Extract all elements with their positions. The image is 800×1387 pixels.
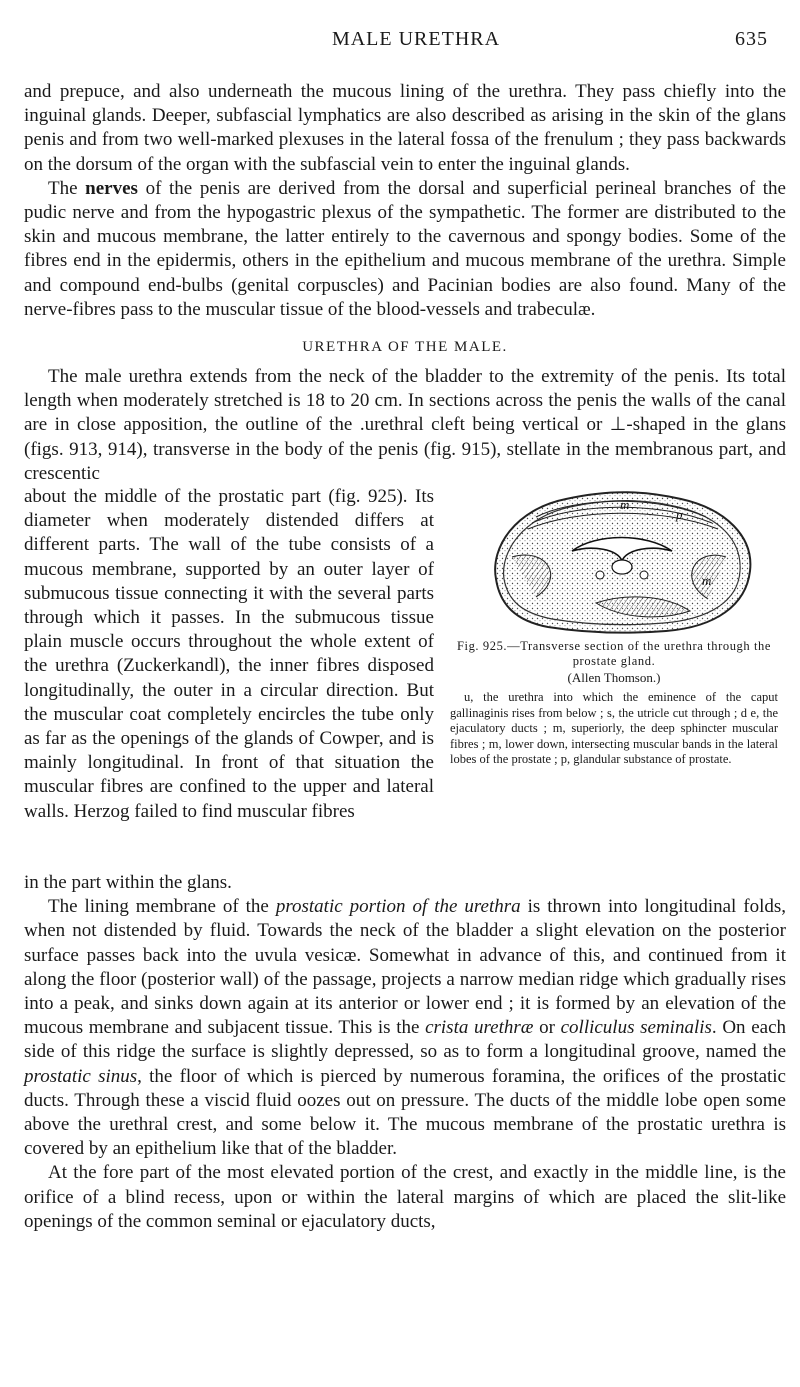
term-colliculus-seminalis: colliculus seminalis — [560, 1017, 712, 1039]
prostatic-mid3: . On each side of this ridge the surface is slightly depressed, so as to form a longitudinal groove, named the — [24, 1017, 787, 1063]
nerves-text: of the penis are derived from the dorsal and superficial perineal branches of the pudic nerve and from the hypogastric plexus of the sympathetic. The former are distributed to the skin and mucous membrane, the latter entirely to the cavernous and spongy bodies. Some of the fibres end in the epidermis, others in the epithelium and mucous membrane of the urethra. Simple and compound end-bulbs (genital corpuscles) and Pacinian bodies are also found. Many of the nerve-fibres pass to the muscular tissue of the blood-vessels and trabeculæ. — [24, 177, 786, 320]
urethra-intro-continued: about the middle of the prostatic part (fig. 925). Its diameter when moderately distended differs at different parts. The wall of the tube consists of a mucous membrane, supported by an outer layer of submucous tissue connecting it with the several parts through which it passes. In the submucous tissue plain muscle occurs throughout the whole extent of the urethra (Zuckerkandl), the inner fibres disposed longitudinally, the outer in a circular direction. But the muscular coat completely encircles the tube only as far as the openings of the glands of Cowper, and is mainly longitudinal. In front of that situation the muscular fibres are confined to the upper and lateral walls. Herzog failed to find muscular fibres — [24, 486, 434, 822]
page-number: 635 — [735, 28, 768, 50]
term-prostatic-portion: prostatic portion of the urethra — [275, 896, 521, 918]
running-head — [64, 28, 768, 58]
running-title: MALE URETHRA — [331, 28, 501, 50]
urethra-intro-end: in the part within the glans. — [24, 872, 232, 893]
nerves-lead: The — [48, 177, 86, 199]
label-m-lower: m — [702, 573, 712, 588]
urethra-intro-paragraph: The male urethra extends from the neck of the bladder to the extremity of the penis. Its total length when moderately stretched is 18 to 20 cm. In sections across the penis the walls of the canal are in close apposition, the outline of the .urethral cleft being vertical or ⊥-shaped in the glans (figs. 913, 914), transverse in the body of the penis (fig. 915), stellate in the membranous part, and crescentic — [24, 366, 786, 484]
figure-925 — [440, 487, 788, 887]
prostatic-portion-paragraph — [24, 895, 786, 1161]
figure-caption — [440, 639, 788, 768]
nerves-term: nerves — [85, 177, 138, 199]
term-prostatic-sinus: prostatic sinus — [24, 1065, 138, 1087]
crest-orifice-paragraph: At the fore part of the most elevated portion of the crest, and exactly in the middle line, is the orifice of a blind recess, upon or within the lateral margins of which are placed the slit-like openings of the common seminal or ejaculatory ducts, — [24, 1162, 786, 1232]
lymphatics-and-nerves-block — [24, 80, 786, 322]
label-m-superior: m — [620, 497, 630, 512]
section-heading: URETHRA OF THE MALE. — [302, 339, 508, 355]
nerves-paragraph — [24, 177, 786, 322]
figure-title: Fig. 925.—Transverse section of the urethra through the prostate gland. — [456, 639, 772, 668]
lymphatics-paragraph: and prepuce, and also underneath the mucous lining of the urethra. They pass chiefly into the inguinal glands. Deeper, subfascial lymphatics are also described as arising in the skin of the glans penis and from two well-marked plexuses in the lateral fossa of the frenulum ; they pass backwards on the dorsum of the organ with the subfascial vein to enter the inguinal glands. — [24, 81, 786, 175]
urethra-cross-section-illustration — [476, 487, 766, 635]
label-p: p — [676, 507, 683, 522]
prostatic-end: , the floor of which is pierced by numerous foramina, the orifices of the prostatic ducts. Through these a viscid fluid oozes out on pressure. The ducts of the middle lobe open some above the urethral crest, and some below it. The mucous membrane of the prostatic urethra is covered by an epithelium like that of the bladder. — [24, 1065, 786, 1160]
prostatic-portion-block — [24, 871, 786, 1234]
prostatic-lead: The lining membrane of the — [48, 896, 276, 918]
urethra-intro-left-column — [24, 485, 434, 824]
figure-credit: (Allen Thomson.) — [567, 670, 661, 685]
prostatic-mid2: or — [533, 1017, 561, 1039]
prostatic-mid1: is thrown into longitudinal folds, when not distended by fluid. Towards the neck of the bladder a slight elevation on the posterior surface passes back into the uvula vesicæ. Somewhat in advance of this, and continued from it along the floor (posterior wall) of the passage, projects a narrow median ridge which gradually rises into a peak, and sinks down again at its anterior or lower end ; it is formed by an elevation of the mucous membrane and subjacent tissue. This is the — [24, 896, 787, 1039]
urethra-intro-full-width — [24, 365, 786, 486]
term-crista-urethrae: crista urethræ — [425, 1017, 534, 1039]
figure-legend: u, the urethra into which the eminence of the caput gallinaginis rises from below ; s, the utricle cut through ; d e, the ejaculatory ducts ; m, superiorly, the deep sphincter muscular fibres ; m, lower down, intersecting muscular bands in the lateral lobes of the prostate ; p, glandular substance of prostate. — [450, 690, 778, 767]
